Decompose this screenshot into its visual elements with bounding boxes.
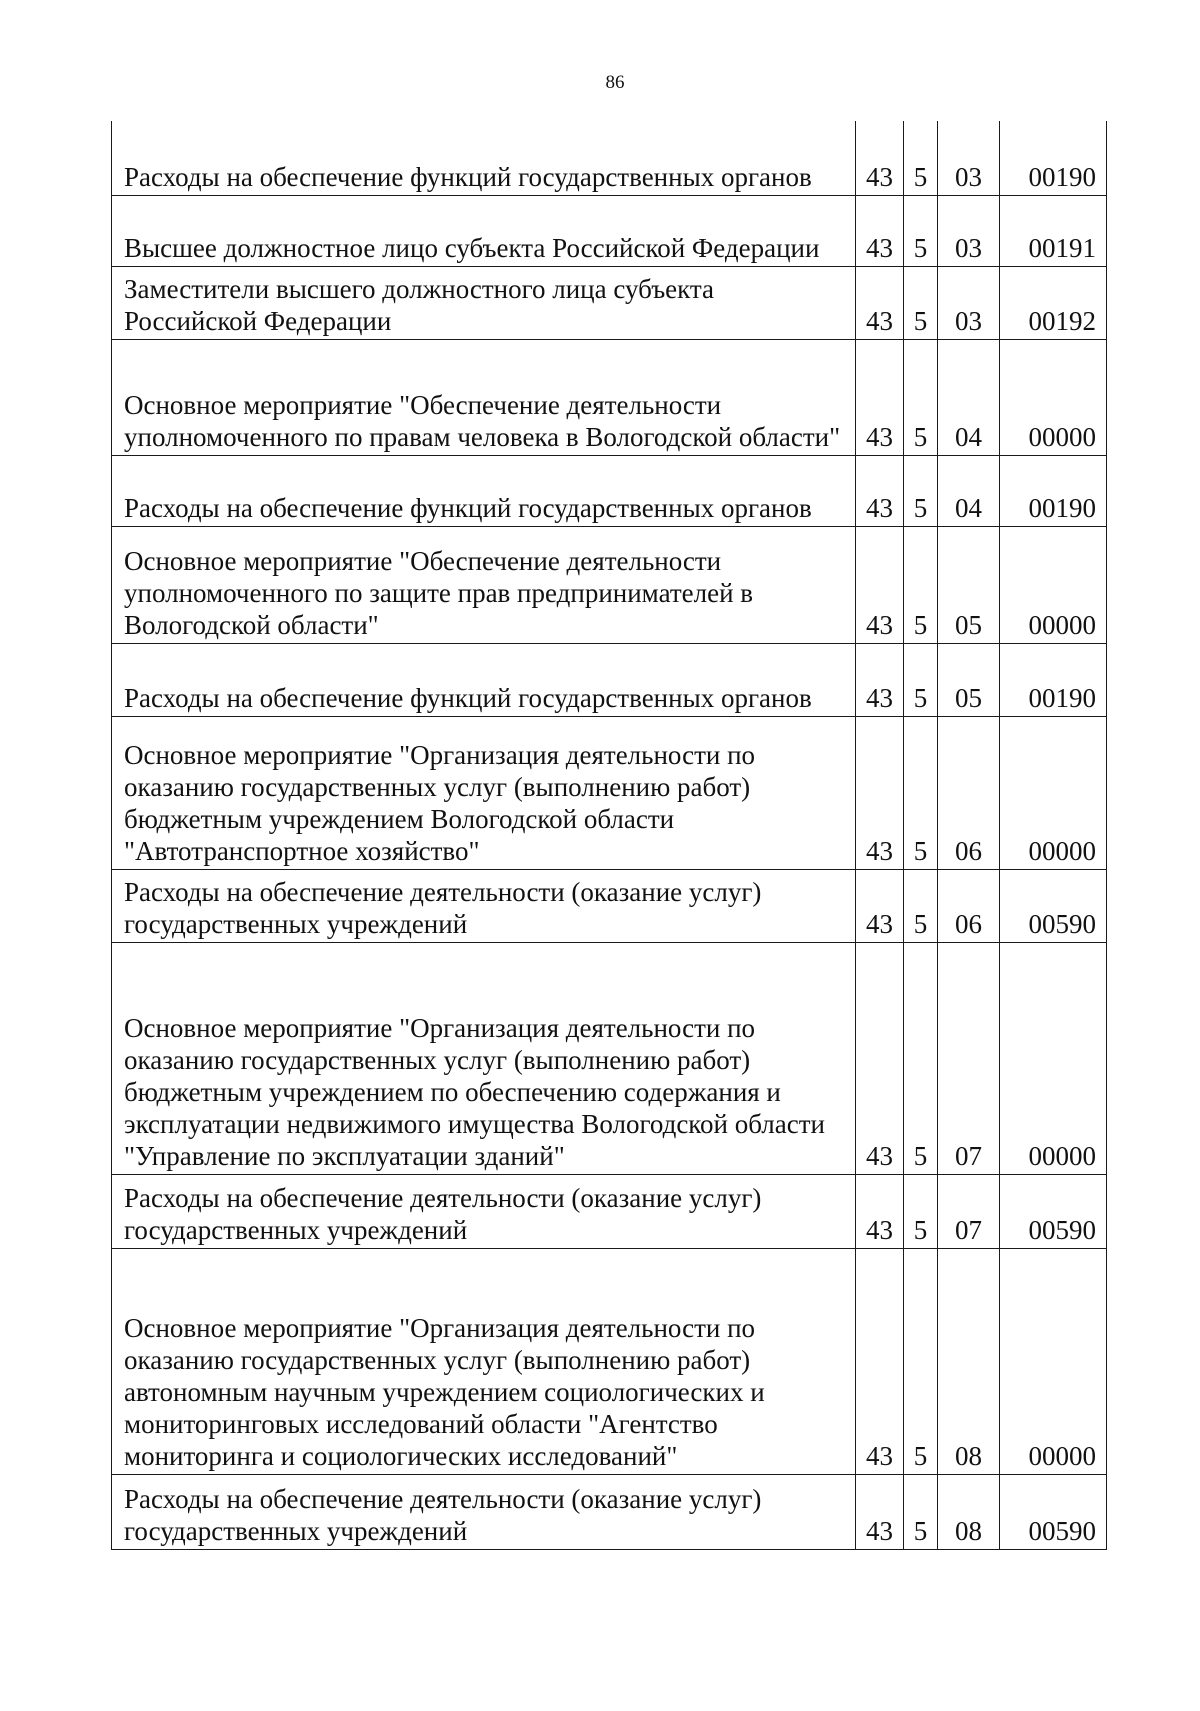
code-4: 00590 xyxy=(1000,869,1107,942)
code-3: 06 xyxy=(938,716,1000,869)
expense-name: Высшее должностное лицо субъекта Российской Федерации xyxy=(112,195,856,266)
code-4: 00190 xyxy=(1000,455,1107,526)
code-2: 5 xyxy=(904,1174,938,1248)
code-4: 00191 xyxy=(1000,195,1107,266)
table-row xyxy=(112,1474,1107,1549)
code-2: 5 xyxy=(904,121,938,195)
expense-name: Основное мероприятие "Организация деятельности по оказанию государственных услуг (выполнению работ) бюджетным учреждением Вологодской области "Автотранспортное хозяйство" xyxy=(112,716,856,869)
code-3: 05 xyxy=(938,526,1000,643)
budget-classification-table xyxy=(111,121,1107,1550)
expense-name: Расходы на обеспечение функций государственных органов xyxy=(112,455,856,526)
code-1: 43 xyxy=(856,643,904,716)
code-3: 06 xyxy=(938,869,1000,942)
code-3: 03 xyxy=(938,121,1000,195)
code-3: 03 xyxy=(938,195,1000,266)
table-row xyxy=(112,455,1107,526)
code-1: 43 xyxy=(856,266,904,339)
code-4: 00000 xyxy=(1000,942,1107,1174)
table-row xyxy=(112,266,1107,339)
table-row xyxy=(112,339,1107,455)
code-2: 5 xyxy=(904,266,938,339)
code-1: 43 xyxy=(856,942,904,1174)
code-1: 43 xyxy=(856,869,904,942)
code-4: 00590 xyxy=(1000,1474,1107,1549)
code-2: 5 xyxy=(904,1474,938,1549)
expense-name: Расходы на обеспечение деятельности (оказание услуг) государственных учреждений xyxy=(112,869,856,942)
expense-name: Основное мероприятие "Обеспечение деятельности уполномоченного по правам человека в Вологодской области" xyxy=(112,339,856,455)
expense-name: Основное мероприятие "Обеспечение деятельности уполномоченного по защите прав предпринимателей в Вологодской области" xyxy=(112,526,856,643)
code-1: 43 xyxy=(856,455,904,526)
code-3: 07 xyxy=(938,1174,1000,1248)
expense-name: Расходы на обеспечение деятельности (оказание услуг) государственных учреждений xyxy=(112,1174,856,1248)
code-2: 5 xyxy=(904,716,938,869)
code-1: 43 xyxy=(856,1174,904,1248)
code-1: 43 xyxy=(856,1248,904,1474)
code-3: 08 xyxy=(938,1474,1000,1549)
code-3: 07 xyxy=(938,942,1000,1174)
expense-name: Расходы на обеспечение функций государственных органов xyxy=(112,643,856,716)
code-4: 00192 xyxy=(1000,266,1107,339)
expense-name: Расходы на обеспечение функций государственных органов xyxy=(112,121,856,195)
code-3: 08 xyxy=(938,1248,1000,1474)
code-4: 00190 xyxy=(1000,643,1107,716)
table-row xyxy=(112,121,1107,195)
expense-name: Основное мероприятие "Организация деятельности по оказанию государственных услуг (выполнению работ) бюджетным учреждением по обеспечению содержания и эксплуатации недвижимого имущества Вологодской области "Управление по эксплуатации зданий" xyxy=(112,942,856,1174)
table-row xyxy=(112,195,1107,266)
code-2: 5 xyxy=(904,942,938,1174)
code-2: 5 xyxy=(904,339,938,455)
code-1: 43 xyxy=(856,526,904,643)
code-4: 00190 xyxy=(1000,121,1107,195)
code-4: 00000 xyxy=(1000,526,1107,643)
table-row xyxy=(112,643,1107,716)
code-1: 43 xyxy=(856,339,904,455)
expense-name: Основное мероприятие "Организация деятельности по оказанию государственных услуг (выполнению работ) автономным научным учреждением социологических и мониторинговых исследований области "Агентство мониторинга и социологических исследований" xyxy=(112,1248,856,1474)
code-3: 04 xyxy=(938,339,1000,455)
code-2: 5 xyxy=(904,643,938,716)
table-row xyxy=(112,526,1107,643)
code-2: 5 xyxy=(904,455,938,526)
code-4: 00590 xyxy=(1000,1174,1107,1248)
code-4: 00000 xyxy=(1000,339,1107,455)
code-2: 5 xyxy=(904,526,938,643)
code-3: 04 xyxy=(938,455,1000,526)
expense-name: Расходы на обеспечение деятельности (оказание услуг) государственных учреждений xyxy=(112,1474,856,1549)
table-row xyxy=(112,1174,1107,1248)
table-row xyxy=(112,869,1107,942)
code-4: 00000 xyxy=(1000,716,1107,869)
code-3: 03 xyxy=(938,266,1000,339)
table-row xyxy=(112,716,1107,869)
code-1: 43 xyxy=(856,1474,904,1549)
table-row xyxy=(112,942,1107,1174)
code-1: 43 xyxy=(856,716,904,869)
code-4: 00000 xyxy=(1000,1248,1107,1474)
code-2: 5 xyxy=(904,1248,938,1474)
code-3: 05 xyxy=(938,643,1000,716)
expense-name: Заместители высшего должностного лица субъекта Российской Федерации xyxy=(112,266,856,339)
code-2: 5 xyxy=(904,195,938,266)
page-number: 86 xyxy=(605,72,625,93)
code-2: 5 xyxy=(904,869,938,942)
table-row xyxy=(112,1248,1107,1474)
code-1: 43 xyxy=(856,195,904,266)
code-1: 43 xyxy=(856,121,904,195)
